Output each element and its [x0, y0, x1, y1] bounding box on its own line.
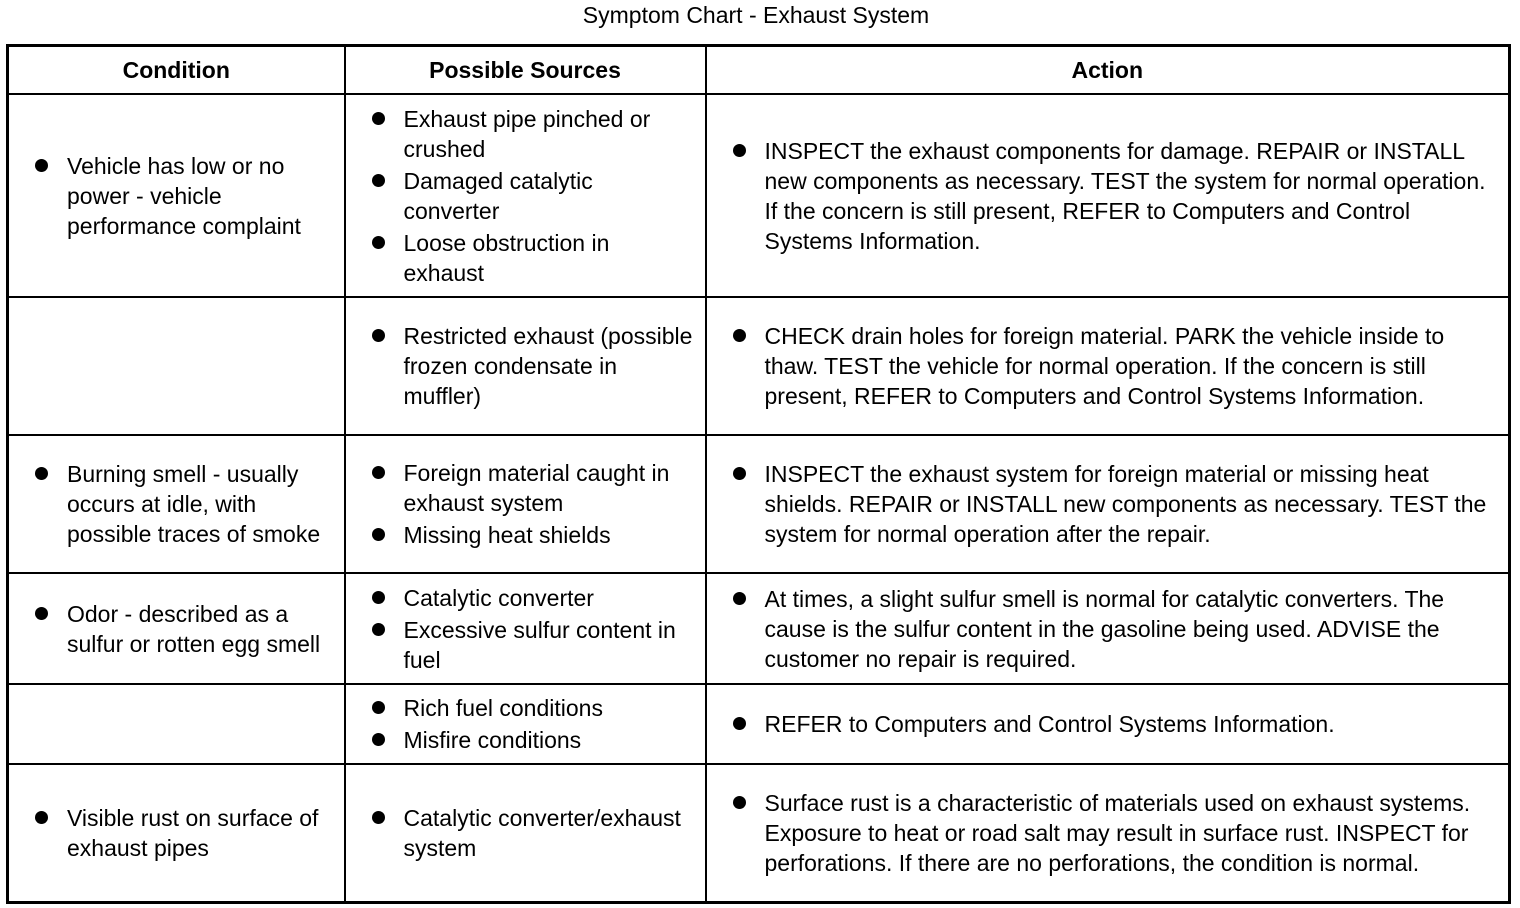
- header-row: [8, 46, 1510, 95]
- sources-cell: [345, 764, 706, 902]
- action-item: At times, a slight sulfur smell is normal for catalytic converters. The cause is the sulfur content in the gasoline being used. ADVISE the customer no repair is required.: [707, 584, 1497, 674]
- source-item: Damaged catalytic converter: [346, 166, 693, 226]
- table-row: [8, 297, 1510, 435]
- condition-item: Burning smell - usually occurs at idle, with possible traces of smoke: [9, 459, 332, 549]
- condition-item: Odor - described as a sulfur or rotten egg smell: [9, 599, 332, 659]
- action-item: REFER to Computers and Control Systems Information.: [707, 709, 1497, 739]
- sources-list: [346, 803, 705, 863]
- action-cell: [706, 435, 1510, 573]
- sources-cell: [345, 435, 706, 573]
- sources-cell: [345, 573, 706, 684]
- symptom-table: [6, 44, 1511, 904]
- condition-list: [9, 599, 344, 659]
- condition-list: [9, 803, 344, 863]
- table-row: [8, 684, 1510, 764]
- condition-list: [9, 151, 344, 241]
- page-title: Symptom Chart - Exhaust System: [582, 2, 930, 28]
- source-item: Missing heat shields: [346, 520, 693, 550]
- source-item: Exhaust pipe pinched or crushed: [346, 104, 693, 164]
- action-cell: [706, 764, 1510, 902]
- condition-cell: [8, 435, 345, 573]
- sources-list: [346, 458, 705, 550]
- action-list: [707, 136, 1509, 256]
- action-cell: [706, 573, 1510, 684]
- source-item: Rich fuel conditions: [346, 693, 693, 723]
- table-body: [8, 94, 1510, 902]
- source-item: Loose obstruction in exhaust: [346, 228, 693, 288]
- sources-cell: [345, 684, 706, 764]
- header-condition: Condition: [8, 46, 345, 95]
- action-item: INSPECT the exhaust system for foreign material or missing heat shields. REPAIR or INSTALL new components as necessary. TEST the system for normal operation after the repair.: [707, 459, 1497, 549]
- condition-item: Vehicle has low or no power - vehicle performance complaint: [9, 151, 332, 241]
- action-list: [707, 709, 1509, 739]
- condition-cell: [8, 573, 345, 684]
- action-list: [707, 459, 1509, 549]
- condition-cell: [8, 684, 345, 764]
- source-item: Excessive sulfur content in fuel: [346, 615, 693, 675]
- header-possible-sources: Possible Sources: [345, 46, 706, 95]
- condition-cell: [8, 764, 345, 902]
- sources-list: [346, 104, 705, 288]
- table-row: [8, 764, 1510, 902]
- source-item: Catalytic converter/exhaust system: [346, 803, 693, 863]
- sources-list: [346, 583, 705, 675]
- action-list: [707, 788, 1509, 878]
- condition-cell: [8, 94, 345, 297]
- sources-list: [346, 693, 705, 755]
- condition-item: Visible rust on surface of exhaust pipes: [9, 803, 332, 863]
- table-row: [8, 573, 1510, 684]
- action-list: [707, 321, 1509, 411]
- table-row: [8, 435, 1510, 573]
- action-cell: [706, 684, 1510, 764]
- source-item: Misfire conditions: [346, 725, 693, 755]
- source-item: Foreign material caught in exhaust system: [346, 458, 693, 518]
- condition-list: [9, 459, 344, 549]
- action-list: [707, 584, 1509, 674]
- action-cell: [706, 297, 1510, 435]
- header-action: Action: [706, 46, 1510, 95]
- action-item: INSPECT the exhaust components for damage. REPAIR or INSTALL new components as necessary. TEST the system for normal operation. If the concern is still present, REFER to Computers and Control Systems Information.: [707, 136, 1497, 256]
- condition-cell: [8, 297, 345, 435]
- source-item: Catalytic converter: [346, 583, 693, 613]
- source-item: Restricted exhaust (possible frozen condensate in muffler): [346, 321, 693, 411]
- action-item: CHECK drain holes for foreign material. PARK the vehicle inside to thaw. TEST the vehicle for normal operation. If the concern is still present, REFER to Computers and Control Systems Information.: [707, 321, 1497, 411]
- sources-cell: [345, 297, 706, 435]
- action-cell: [706, 94, 1510, 297]
- table-row: [8, 94, 1510, 297]
- sources-list: [346, 321, 705, 411]
- action-item: Surface rust is a characteristic of materials used on exhaust systems. Exposure to heat or road salt may result in surface rust. INSPECT for perforations. If there are no perforations, the condition is normal.: [707, 788, 1497, 878]
- sources-cell: [345, 94, 706, 297]
